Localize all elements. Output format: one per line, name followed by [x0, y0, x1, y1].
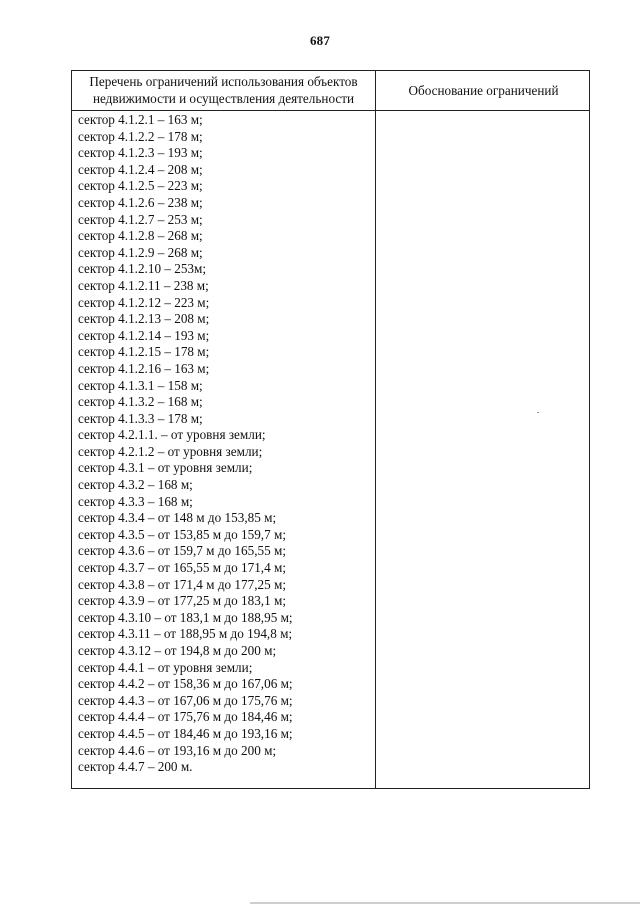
sector-item: сектор 4.1.2.7 – 253 м;: [78, 211, 203, 227]
sector-item: сектор 4.1.2.9 – 268 м;: [78, 244, 203, 260]
sector-item: сектор 4.3.6 – от 159,7 м до 165,55 м;: [78, 543, 286, 559]
sector-item: сектор 4.3.10 – от 183,1 м до 188,95 м;: [78, 609, 293, 625]
sector-item: сектор 4.3.9 – от 177,25 м до 183,1 м;: [78, 593, 286, 609]
sector-item: сектор 4.4.3 – от 167,06 м до 175,76 м;: [78, 692, 293, 708]
sector-item: сектор 4.3.5 – от 153,85 м до 159,7 м;: [78, 526, 286, 542]
column-divider: [375, 71, 376, 788]
sector-item: сектор 4.3.3 – 168 м;: [78, 493, 193, 509]
sector-item: сектор 4.1.2.6 – 238 м;: [78, 194, 203, 210]
sector-item: сектор 4.1.2.8 – 268 м;: [78, 228, 203, 244]
sector-item: сектор 4.1.2.12 – 223 м;: [78, 294, 210, 310]
sector-item: сектор 4.1.2.10 – 253м;: [78, 261, 207, 277]
sector-item: сектор 4.2.1.1. – от уровня земли;: [78, 427, 266, 443]
sector-item: сектор 4.1.2.3 – 193 м;: [78, 145, 203, 161]
sector-item: сектор 4.4.7 – 200 м.: [78, 759, 193, 775]
header-restrictions-list: [72, 74, 375, 107]
scan-speck: [537, 412, 539, 413]
sector-item: сектор 4.3.4 – от 148 м до 153,85 м;: [78, 510, 277, 526]
sector-item: сектор 4.4.2 – от 158,36 м до 167,06 м;: [78, 676, 293, 692]
sector-item: сектор 4.1.2.2 – 178 м;: [78, 128, 203, 144]
sector-item: сектор 4.1.3.1 – 158 м;: [78, 377, 203, 393]
sector-item: сектор 4.1.3.2 – 168 м;: [78, 394, 203, 410]
sector-item: сектор 4.1.2.15 – 178 м;: [78, 344, 210, 360]
sector-item: сектор 4.1.2.5 – 223 м;: [78, 178, 203, 194]
sector-item: сектор 4.3.8 – от 171,4 м до 177,25 м;: [78, 576, 286, 592]
sector-item: сектор 4.3.11 – от 188,95 м до 194,8 м;: [78, 626, 293, 642]
sector-item: сектор 4.4.4 – от 175,76 м до 184,46 м;: [78, 709, 293, 725]
sector-item: сектор 4.1.2.13 – 208 м;: [78, 311, 210, 327]
sector-item: сектор 4.4.6 – от 193,16 м до 200 м;: [78, 742, 277, 758]
sector-item: сектор 4.1.2.16 – 163 м;: [78, 360, 210, 376]
header-left-line-1: Перечень ограничений использования объектов: [89, 74, 358, 89]
sector-item: сектор 4.4.5 – от 184,46 м до 193,16 м;: [78, 725, 293, 741]
sector-item: сектор 4.1.3.3 – 178 м;: [78, 410, 203, 426]
sector-item: сектор 4.1.2.4 – 208 м;: [78, 161, 203, 177]
table-header-row: [72, 71, 589, 111]
sector-item: сектор 4.1.2.14 – 193 м;: [78, 327, 210, 343]
sector-item: сектор 4.1.2.1 – 163 м;: [78, 112, 203, 127]
header-left-line-2: недвижимости и осуществления деятельности: [92, 90, 355, 106]
page-number: 687: [309, 33, 331, 48]
scan-bottom-edge: [250, 902, 640, 904]
sector-item: сектор 4.4.1 – от уровня земли;: [78, 659, 253, 675]
sector-item: сектор 4.2.1.2 – от уровня земли;: [78, 443, 263, 459]
sector-item: сектор 4.3.1 – от уровня земли;: [78, 460, 253, 476]
sector-list: [78, 112, 373, 776]
sector-item: сектор 4.1.2.11 – 238 м;: [78, 277, 209, 293]
sector-item: сектор 4.3.7 – от 165,55 м до 171,4 м;: [78, 560, 286, 576]
restrictions-table: [71, 70, 590, 789]
sector-item: сектор 4.3.2 – 168 м;: [78, 477, 193, 493]
header-justification: Обоснование ограничений: [408, 83, 559, 98]
sector-item: сектор 4.3.12 – от 194,8 м до 200 м;: [78, 643, 277, 658]
